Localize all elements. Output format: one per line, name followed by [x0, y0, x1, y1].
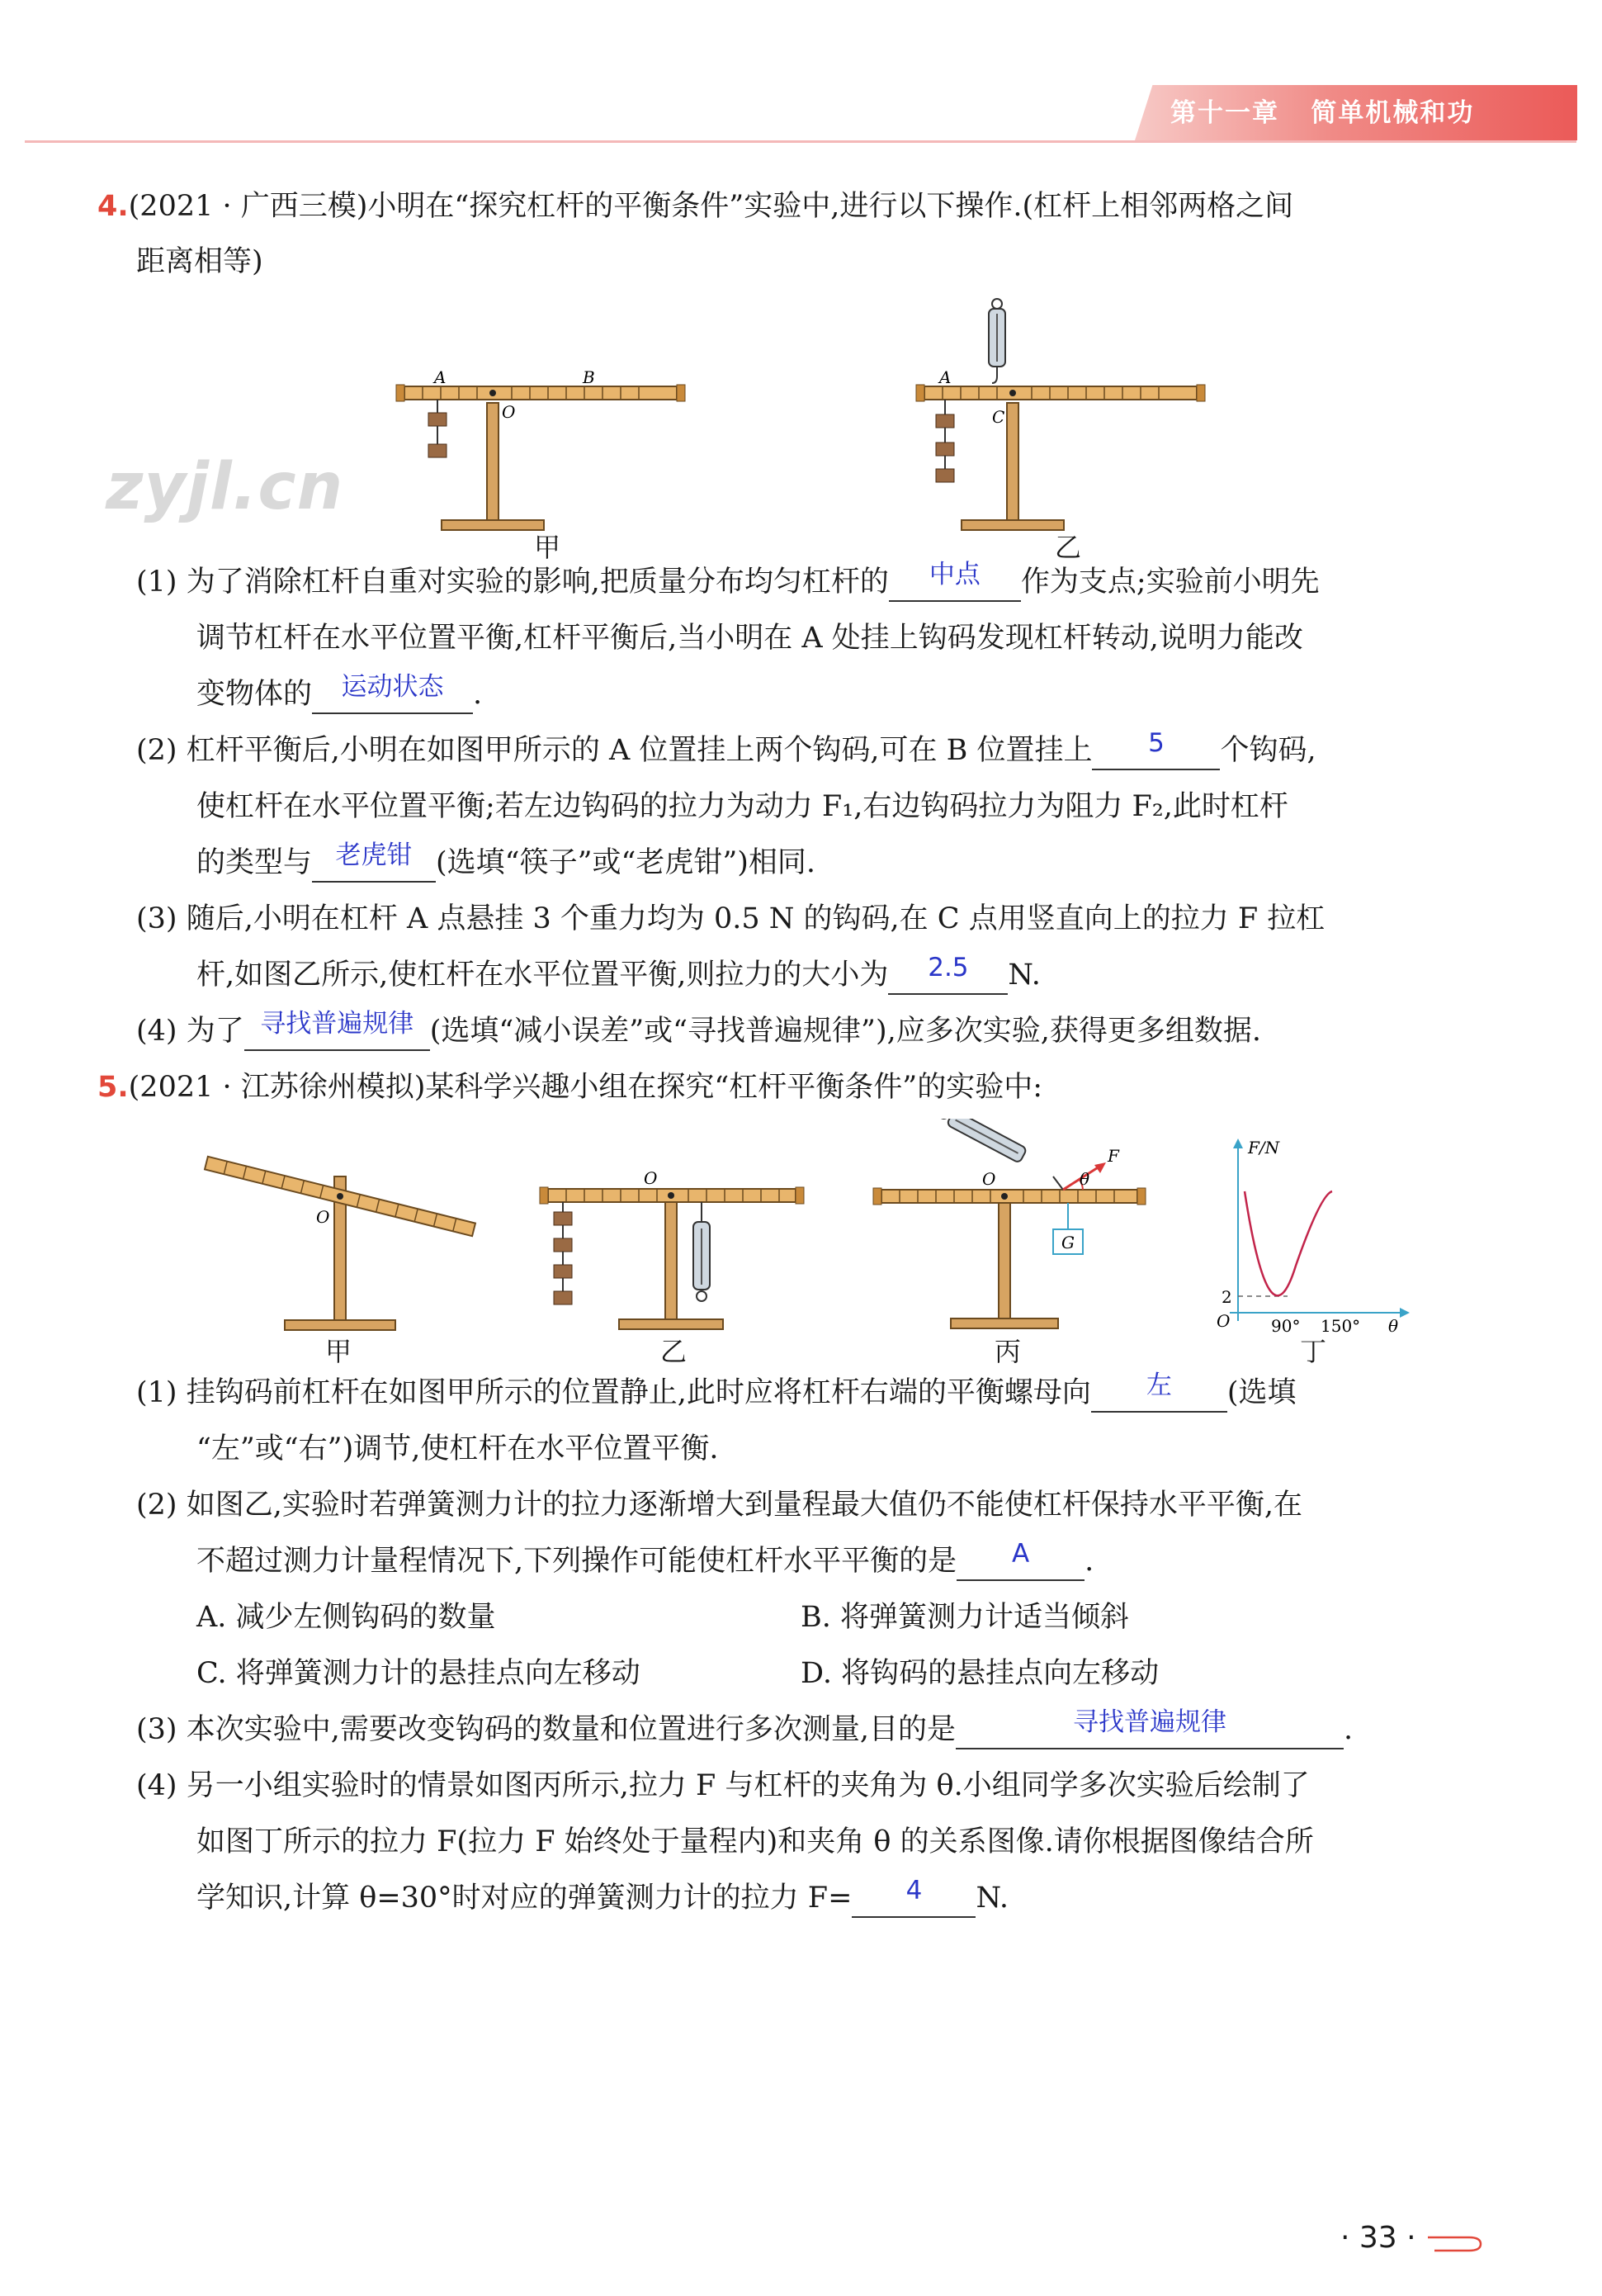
q4-number: 4. — [97, 190, 129, 223]
label-O: O — [502, 402, 516, 422]
q4-p1-answer2: 运动状态 — [341, 672, 444, 702]
caption-jia: 甲 — [534, 532, 561, 563]
q4-p1-line2: 调节杠杆在水平位置平衡,杠杆平衡后,当小明在 A 处挂上钩码发现杠杆转动,说明力能改 — [196, 622, 1303, 655]
page-number-ornament — [1426, 2229, 1484, 2254]
q5-bing-theta: θ — [1080, 1169, 1090, 1189]
q4-p2-line1: (2) 杠杆平衡后,小明在如图甲所示的 A 位置挂上两个钩码,可在 B 位置挂上 5 个钩码, — [136, 730, 1316, 771]
q4-stem-line1 — [97, 186, 1293, 227]
q5-bing-O: O — [982, 1169, 996, 1189]
graph-origin: O — [1217, 1311, 1231, 1331]
label-A-yi: A — [939, 367, 952, 387]
q4-p4-line1: (4) 为了 寻找普遍规律 (选填“减小误差”或“寻找普遍规律”),应多次实验,获得更多组数据. — [136, 1011, 1261, 1052]
q5-caption-yi: 乙 — [660, 1336, 688, 1367]
q5-number: 5. — [97, 1071, 129, 1104]
graph-ylabel: F/N — [1248, 1138, 1280, 1157]
q5-stem — [97, 1067, 1042, 1108]
q5-p4-blank[interactable] — [852, 1876, 976, 1918]
q4-p3-line1: (3) 随后,小明在杠杆 A 点悬挂 3 个重力均为 0.5 N 的钩码,在 C 点用竖直向上的拉力 F 拉杠 — [136, 902, 1326, 935]
q5-p1-blank[interactable] — [1091, 1370, 1227, 1413]
page-number: · 33 · — [1340, 2221, 1416, 2255]
q4-p3-blank[interactable] — [888, 953, 1008, 995]
label-A: A — [434, 367, 447, 387]
q4-p2-line3: 的类型与 老虎钳 (选填“筷子”或“老虎钳”)相同. — [196, 842, 815, 883]
q4-p1-answer1: 中点 — [929, 560, 981, 589]
graph-xtick-150: 150° — [1321, 1316, 1361, 1336]
q5-option-a: A. 减少左侧钩码的数量 — [196, 1601, 496, 1634]
q5-p2-answer: A — [1012, 1539, 1030, 1569]
q5-option-c: C. 将弹簧测力计的悬挂点向左移动 — [196, 1657, 640, 1690]
label-C: C — [992, 407, 1005, 427]
graph-xtick-90: 90° — [1271, 1316, 1301, 1336]
q4-figure-yi — [908, 297, 1222, 537]
q4-p2-blank2[interactable] — [312, 840, 436, 883]
q5-p4-answer: 4 — [905, 1876, 923, 1905]
q4-figure-jia — [388, 355, 702, 537]
q4-p2-answer2: 老虎钳 — [335, 840, 413, 870]
q4-p2-line2: 使杠杆在水平位置平衡;若左边钩码的拉力为动力 F₁,右边钩码拉力为阻力 F₂,此时杠杆 — [196, 790, 1288, 823]
q5-figure-ding — [1205, 1135, 1411, 1342]
q5-p2-line2: 不超过测力计量程情况下,下列操作可能使杠杆水平平衡的是 A . — [196, 1541, 1094, 1582]
chapter-title: 简单机械和功 — [1311, 98, 1475, 128]
q4-p4-answer: 寻找普遍规律 — [260, 1009, 414, 1039]
header-title — [1170, 92, 1474, 134]
q5-p4-line2: 如图丁所示的拉力 F(拉力 F 始终处于量程内)和夹角 θ 的关系图像.请你根据图像结合所 — [196, 1825, 1314, 1858]
q4-p3-line2: 杆,如图乙所示,使杠杆在水平位置平衡,则拉力的大小为 2.5 N. — [196, 954, 1041, 996]
watermark: zyjl.cn — [106, 450, 344, 524]
q5-figure-yi — [536, 1164, 817, 1337]
q5-bing-F: F — [1108, 1146, 1119, 1166]
q5-jia-O: O — [316, 1207, 330, 1227]
q5-p3-blank[interactable] — [956, 1707, 1344, 1749]
q5-p1-answer: 左 — [1146, 1370, 1172, 1400]
q5-p1-line1: (1) 挂钩码前杠杆在如图甲所示的位置静止,此时应将杠杆右端的平衡螺母向 左 (选填 — [136, 1372, 1297, 1413]
q4-p3-answer: 2.5 — [928, 953, 969, 982]
chapter-label: 第十一章 — [1170, 98, 1279, 128]
q4-p2-blank1[interactable] — [1092, 728, 1220, 770]
q5-figure-jia — [202, 1152, 483, 1337]
q4-stem-line2: 距离相等) — [136, 245, 263, 278]
q5-p3-answer: 寻找普遍规律 — [1072, 1707, 1226, 1737]
q4-p1-line1: (1) 为了消除杠杆自重对实验的影响,把质量分布均匀杠杆的 中点 作为支点;实验前小明先 — [136, 561, 1320, 603]
q5-caption-jia: 甲 — [325, 1336, 352, 1367]
q4-p2-answer1: 5 — [1148, 728, 1165, 758]
q5-figure-bing — [867, 1119, 1155, 1337]
q5-p2-line1: (2) 如图乙,实验时若弹簧测力计的拉力逐渐增大到量程最大值仍不能使杠杆保持水平平衡,在 — [136, 1489, 1302, 1522]
caption-yi: 乙 — [1055, 532, 1082, 563]
q4-p1-blank1[interactable] — [889, 560, 1021, 602]
q4-p4-blank[interactable] — [244, 1009, 430, 1051]
q5-p4-line1: (4) 另一小组实验时的情景如图丙所示,拉力 F 与杠杆的夹角为 θ.小组同学多次实验后绘制了 — [136, 1769, 1310, 1802]
q4-stem-text: (2021 · 广西三模)小明在“探究杠杆的平衡条件”实验中,进行以下操作.(杠杆上相邻两格之间 — [128, 190, 1294, 223]
q5-p4-line3: 学知识,计算 θ=30°时对应的弹簧测力计的拉力 F= 4 N. — [196, 1877, 1009, 1919]
q4-p1-line3: 变物体的 运动状态 . — [196, 674, 482, 715]
q5-option-d: D. 将钩码的悬挂点向左移动 — [801, 1657, 1160, 1690]
q5-caption-bing: 丙 — [995, 1336, 1022, 1367]
q5-p3-line1: (3) 本次实验中,需要改变钩码的数量和位置进行多次测量,目的是 寻找普遍规律 . — [136, 1709, 1353, 1750]
q5-caption-ding: 丁 — [1300, 1336, 1327, 1367]
q5-p2-blank[interactable] — [957, 1539, 1085, 1581]
q5-p1-line2: “左”或“右”)调节,使杠杆在水平位置平衡. — [196, 1432, 719, 1465]
label-B: B — [583, 367, 595, 387]
graph-xlabel: θ — [1388, 1316, 1399, 1336]
q5-bing-G: G — [1061, 1233, 1075, 1252]
header-rule — [25, 140, 1576, 143]
q5-yi-O: O — [644, 1168, 658, 1188]
q5-stem-text: (2021 · 江苏徐州模拟)某科学兴趣小组在探究“杠杆平衡条件”的实验中: — [128, 1071, 1042, 1104]
q5-option-b: B. 将弹簧测力计适当倾斜 — [801, 1601, 1129, 1634]
graph-ytick: 2 — [1222, 1287, 1232, 1307]
